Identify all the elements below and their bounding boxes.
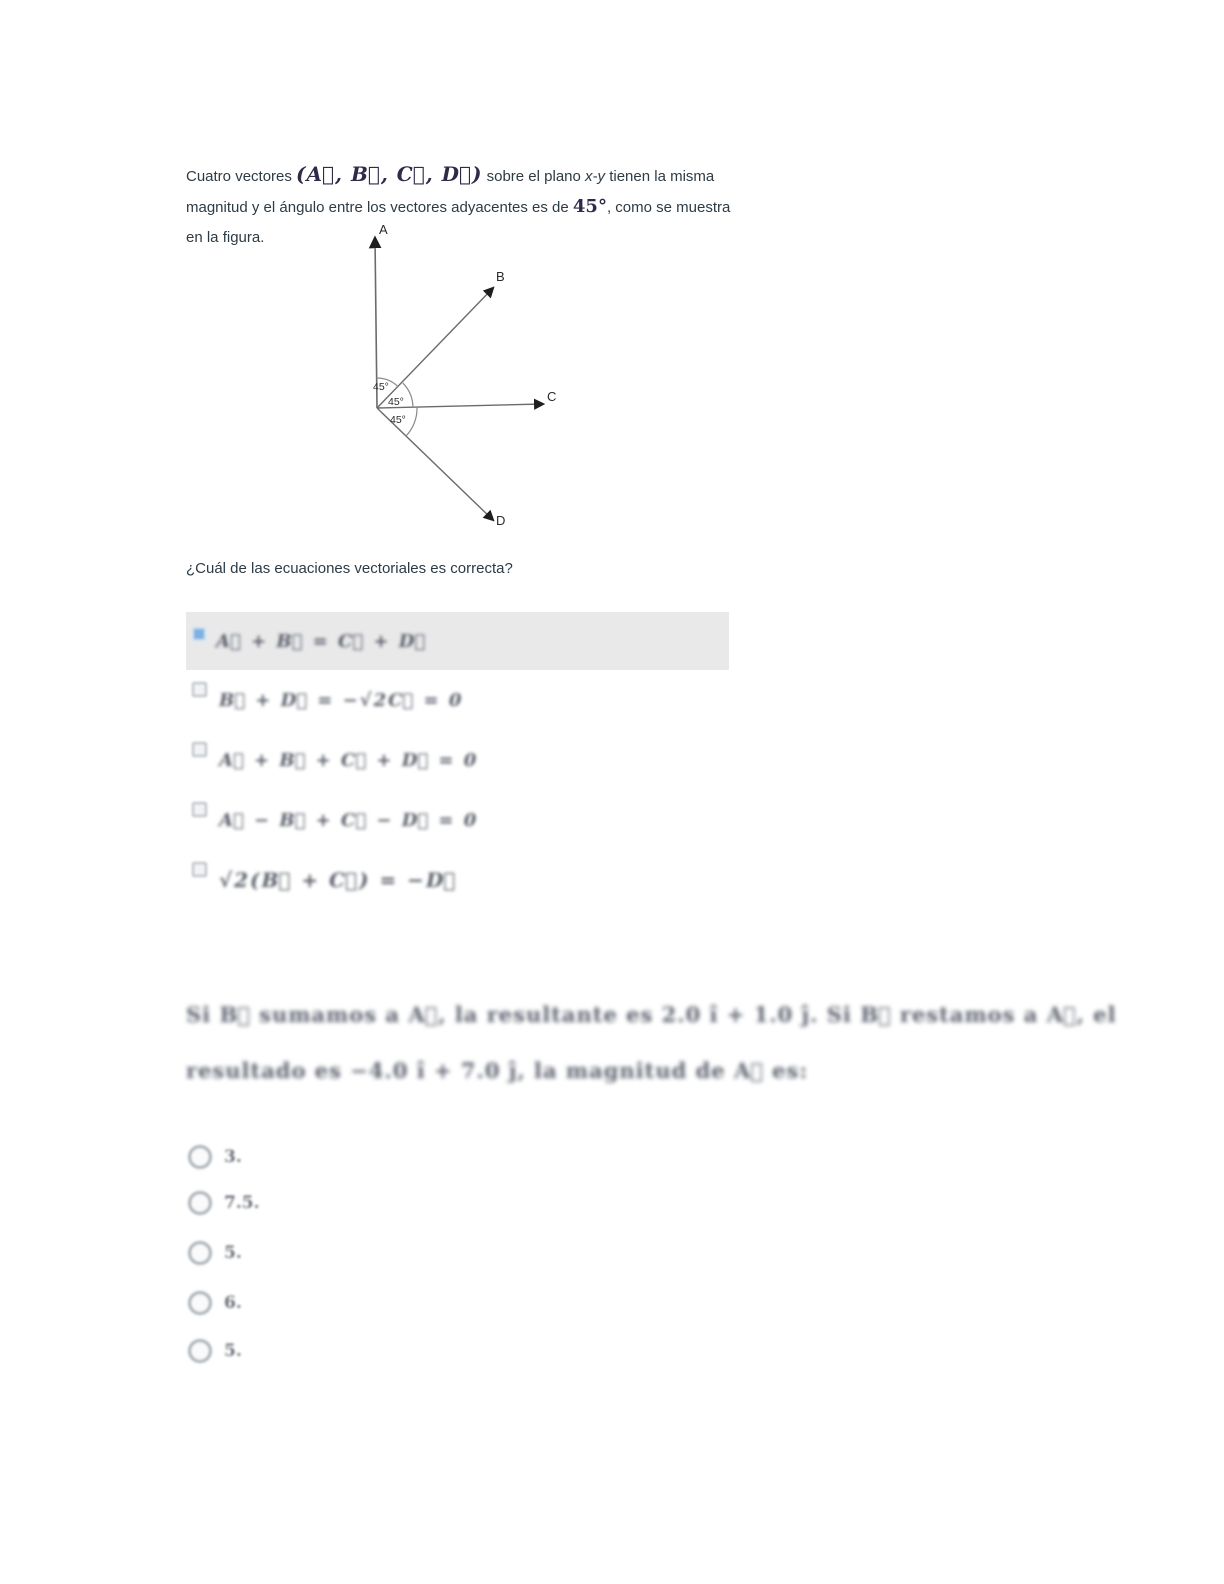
angle-label-1: 45° — [373, 381, 389, 393]
q2-option-4-label: 6. — [224, 1293, 242, 1313]
vector-a-label: A — [379, 222, 388, 237]
q2-option-5-label: 5. — [224, 1341, 242, 1361]
question1-text: ¿Cuál de las ecuaciones vectoriales es correcta? — [186, 560, 513, 577]
q2-option-4[interactable] — [188, 1288, 242, 1318]
vector-figure — [333, 220, 623, 542]
radio-unselected-icon[interactable] — [188, 1241, 212, 1265]
question2-line1: Si B⃗ sumamos a A⃗, la resultante es 2.0 î + 1.0 ĵ. Si B⃗ restamos a A⃗, el — [186, 1002, 1117, 1027]
vectors-math: (A⃗, B⃗, C⃗, D⃗) — [296, 162, 483, 186]
q1-option-1[interactable] — [186, 612, 729, 670]
intro-mid1-text: sobre el plano — [482, 168, 586, 185]
angle-label-3: 45° — [390, 414, 406, 426]
vector-b-line — [377, 288, 493, 408]
q2-option-3-label: 5. — [224, 1243, 242, 1263]
radio-unselected-icon[interactable] — [188, 1339, 212, 1363]
radio-unselected-icon[interactable] — [188, 1145, 212, 1169]
q1-option-3-equation: A⃗ + B⃗ + C⃗ + D⃗ = 0 — [219, 749, 479, 771]
q1-option-4[interactable] — [186, 794, 729, 846]
intro-post-text: , como se muestra en la figura. — [186, 199, 731, 246]
intro-pre-text: Cuatro vectores — [186, 168, 297, 185]
vector-b-label: B — [496, 269, 505, 284]
q2-option-2-label: 7.5. — [224, 1193, 260, 1213]
angle-label-2: 45° — [388, 396, 404, 408]
vector-d-label: D — [496, 513, 506, 528]
radio-unselected-icon[interactable] — [192, 802, 207, 817]
intro-mid2-text: tienen la misma magnitud y el ángulo entre los vectores adyacentes es de — [186, 168, 715, 216]
q1-option-4-equation: A⃗ − B⃗ + C⃗ − D⃗ = 0 — [219, 809, 479, 831]
q1-option-1-equation: A⃗ + B⃗ = C⃗ + D⃗ — [216, 630, 428, 652]
q2-option-3[interactable] — [188, 1238, 242, 1268]
angle-arc-bc — [403, 383, 413, 407]
radio-unselected-icon[interactable] — [188, 1191, 212, 1215]
plane-xy-text: x-y — [585, 168, 606, 185]
q2-option-1[interactable] — [188, 1142, 242, 1172]
q1-option-5[interactable] — [186, 854, 729, 906]
q2-option-5[interactable] — [188, 1336, 242, 1366]
radio-unselected-icon[interactable] — [188, 1291, 212, 1315]
q1-option-3[interactable] — [186, 734, 729, 786]
question2-line2: resultado es −4.0 î + 7.0 ĵ, la magnitud de A⃗ es: — [186, 1058, 809, 1083]
q2-option-1-label: 3. — [224, 1147, 242, 1167]
radio-unselected-icon[interactable] — [192, 742, 207, 757]
q1-option-2-equation: B⃗ + D⃗ = −√2C⃗ = 0 — [219, 689, 464, 711]
vector-c-label: C — [547, 389, 557, 404]
q1-option-5-equation: √2(B⃗ + C⃗) = −D⃗ — [219, 868, 458, 892]
q2-option-2[interactable] — [188, 1188, 260, 1218]
radio-selected-icon[interactable] — [192, 627, 206, 641]
angle-arc-cd — [406, 407, 418, 436]
q1-option-2[interactable] — [186, 674, 729, 726]
angle-math: 45° — [572, 196, 607, 217]
radio-unselected-icon[interactable] — [192, 682, 207, 697]
radio-unselected-icon[interactable] — [192, 862, 207, 877]
